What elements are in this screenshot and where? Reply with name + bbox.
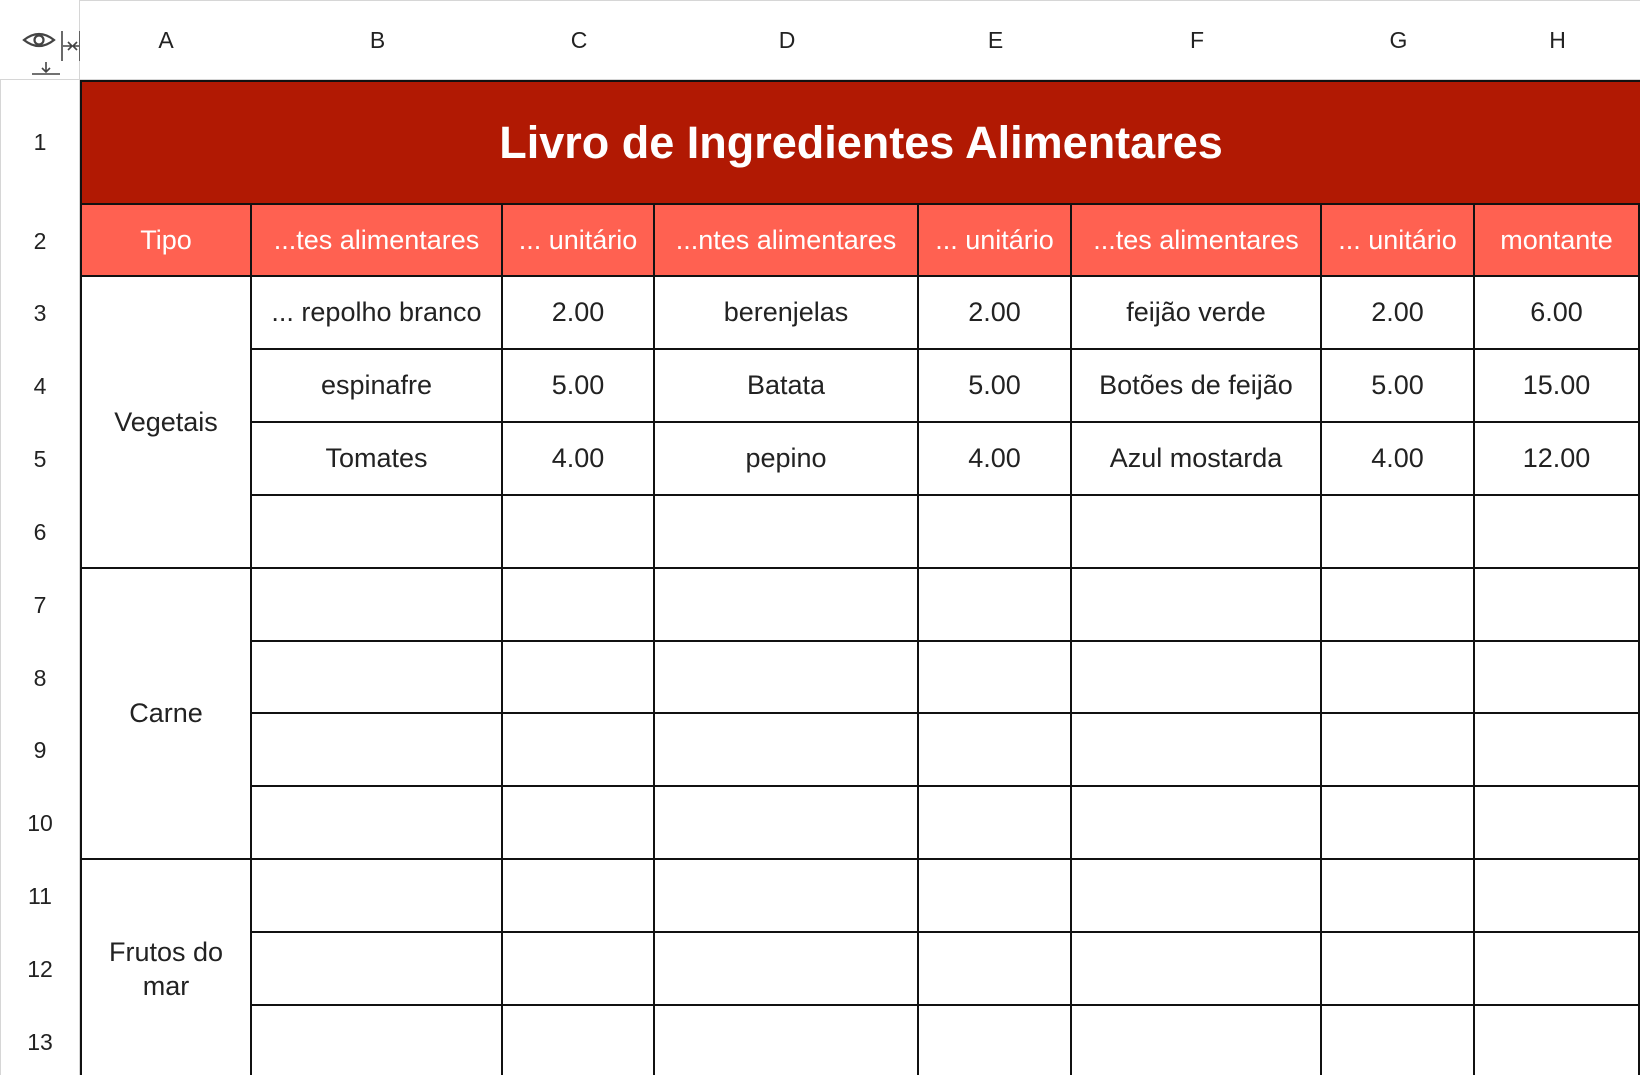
table-cell[interactable]: Tomates	[252, 423, 503, 496]
table-cell[interactable]	[655, 860, 919, 933]
table-cell[interactable]	[919, 787, 1072, 860]
group-cell[interactable]: Vegetais	[80, 277, 252, 569]
table-cell[interactable]: 2.00	[1322, 277, 1475, 350]
header-cell-g[interactable]: ... unitário	[1322, 205, 1475, 277]
table-cell[interactable]	[655, 496, 919, 569]
table-cell[interactable]	[1072, 933, 1322, 1006]
table-cell[interactable]	[252, 714, 503, 787]
table-cell[interactable]: espinafre	[252, 350, 503, 423]
eye-icon[interactable]	[24, 34, 54, 46]
table-cell[interactable]: 5.00	[919, 350, 1072, 423]
collapse-columns-icon[interactable]	[62, 31, 80, 61]
table-cell[interactable]	[919, 642, 1072, 714]
table-cell[interactable]	[655, 569, 919, 642]
row-header-10[interactable]: 10	[0, 787, 80, 861]
table-cell[interactable]	[1072, 642, 1322, 714]
table-cell[interactable]	[503, 642, 655, 714]
column-header-h[interactable]: H	[1475, 0, 1640, 80]
corner-icons	[0, 0, 80, 80]
table-cell[interactable]	[1322, 496, 1475, 569]
column-header-e[interactable]: E	[919, 0, 1073, 80]
table-cell[interactable]	[252, 860, 503, 933]
table-cell[interactable]	[1072, 860, 1322, 933]
row-header-8[interactable]: 8	[0, 642, 80, 715]
table-cell[interactable]	[503, 933, 655, 1006]
row-header-11[interactable]: 11	[0, 860, 80, 934]
table-cell[interactable]: 2.00	[919, 277, 1072, 350]
table-cell[interactable]	[503, 569, 655, 642]
table-cell[interactable]: feijão verde	[1072, 277, 1322, 350]
table-cell[interactable]	[1322, 714, 1475, 787]
column-header-c[interactable]: C	[503, 0, 656, 80]
table-cell[interactable]	[1072, 714, 1322, 787]
table-cell[interactable]	[252, 933, 503, 1006]
table-cell[interactable]: 5.00	[503, 350, 655, 423]
table-cell[interactable]	[1475, 714, 1640, 787]
table-cell[interactable]	[655, 787, 919, 860]
table-cell[interactable]	[503, 860, 655, 933]
sheet-corner	[0, 0, 80, 80]
table-cell[interactable]: 2.00	[503, 277, 655, 350]
column-header-f[interactable]: F	[1072, 0, 1323, 80]
table-cell[interactable]	[503, 496, 655, 569]
group-cell[interactable]: Carne	[80, 569, 252, 860]
row-header-4[interactable]: 4	[0, 350, 80, 424]
table-cell[interactable]: ... repolho branco	[252, 277, 503, 350]
table-cell[interactable]	[1475, 496, 1640, 569]
row-header-5[interactable]: 5	[0, 423, 80, 497]
table-cell[interactable]	[503, 714, 655, 787]
header-cell-a[interactable]: Tipo	[80, 205, 252, 277]
row-header-6[interactable]: 6	[0, 496, 80, 570]
table-cell[interactable]: 4.00	[503, 423, 655, 496]
table-cell[interactable]	[919, 569, 1072, 642]
table-cell[interactable]: 4.00	[1322, 423, 1475, 496]
row-header-9[interactable]: 9	[0, 714, 80, 788]
table-cell[interactable]	[919, 496, 1072, 569]
table-cell[interactable]	[655, 714, 919, 787]
table-cell[interactable]	[655, 642, 919, 714]
table-cell[interactable]	[1322, 933, 1475, 1006]
table-cell[interactable]: Botões de feijão	[1072, 350, 1322, 423]
table-cell[interactable]: Azul mostarda	[1072, 423, 1322, 496]
table-cell[interactable]: 6.00	[1475, 277, 1640, 350]
table-cell[interactable]	[655, 933, 919, 1006]
table-cell[interactable]	[655, 1006, 919, 1075]
header-cell-e[interactable]: ... unitário	[919, 205, 1072, 277]
table-cell[interactable]	[503, 1006, 655, 1075]
table-cell[interactable]	[252, 569, 503, 642]
table-cell[interactable]: Batata	[655, 350, 919, 423]
table-cell[interactable]	[1475, 860, 1640, 933]
table-cell[interactable]	[1072, 787, 1322, 860]
header-cell-f[interactable]: ...tes alimentares	[1072, 205, 1322, 277]
table-cell[interactable]: 5.00	[1322, 350, 1475, 423]
table-cell[interactable]	[1475, 1006, 1640, 1075]
table-cell[interactable]	[1475, 569, 1640, 642]
header-cell-c[interactable]: ... unitário	[503, 205, 655, 277]
row-header-3[interactable]: 3	[0, 277, 80, 351]
row-header-12[interactable]: 12	[0, 933, 80, 1007]
table-cell[interactable]	[503, 787, 655, 860]
table-cell[interactable]	[252, 1006, 503, 1075]
row-header-1[interactable]: 1	[0, 80, 80, 206]
table-cell[interactable]	[1322, 569, 1475, 642]
row-header-2[interactable]: 2	[0, 205, 80, 278]
table-cell[interactable]: pepino	[655, 423, 919, 496]
column-header-d[interactable]: D	[655, 0, 920, 80]
table-cell[interactable]	[1322, 787, 1475, 860]
table-cell[interactable]	[1072, 569, 1322, 642]
header-cell-b[interactable]: ...tes alimentares	[252, 205, 503, 277]
row-header-13[interactable]: 13	[0, 1006, 80, 1075]
table-cell[interactable]: 12.00	[1475, 423, 1640, 496]
table-cell[interactable]	[1475, 933, 1640, 1006]
table-cell[interactable]	[1475, 787, 1640, 860]
table-cell[interactable]	[919, 714, 1072, 787]
table-cell[interactable]	[1322, 860, 1475, 933]
table-cell[interactable]	[252, 787, 503, 860]
table-cell[interactable]: 15.00	[1475, 350, 1640, 423]
table-cell[interactable]: berenjelas	[655, 277, 919, 350]
table-cell[interactable]	[252, 642, 503, 714]
table-cell[interactable]	[1072, 496, 1322, 569]
header-cell-d[interactable]: ...ntes alimentares	[655, 205, 919, 277]
table-cell[interactable]	[1322, 1006, 1475, 1075]
table-cell[interactable]	[1322, 642, 1475, 714]
sheet-title[interactable]: Livro de Ingredientes Alimentares	[80, 80, 1640, 205]
column-header-b[interactable]: B	[252, 0, 504, 80]
table-cell[interactable]: 4.00	[919, 423, 1072, 496]
collapse-rows-icon[interactable]	[32, 62, 60, 74]
table-cell[interactable]	[919, 933, 1072, 1006]
group-cell[interactable]: Frutos do mar	[80, 860, 252, 1075]
header-cell-h[interactable]: montante	[1475, 205, 1640, 277]
table-cell[interactable]	[919, 860, 1072, 933]
table-cell[interactable]	[919, 1006, 1072, 1075]
table-cell[interactable]	[252, 496, 503, 569]
column-header-a[interactable]: A	[80, 0, 253, 80]
table-cell[interactable]	[1475, 642, 1640, 714]
table-cell[interactable]	[1072, 1006, 1322, 1075]
row-header-7[interactable]: 7	[0, 569, 80, 643]
column-header-g[interactable]: G	[1322, 0, 1476, 80]
